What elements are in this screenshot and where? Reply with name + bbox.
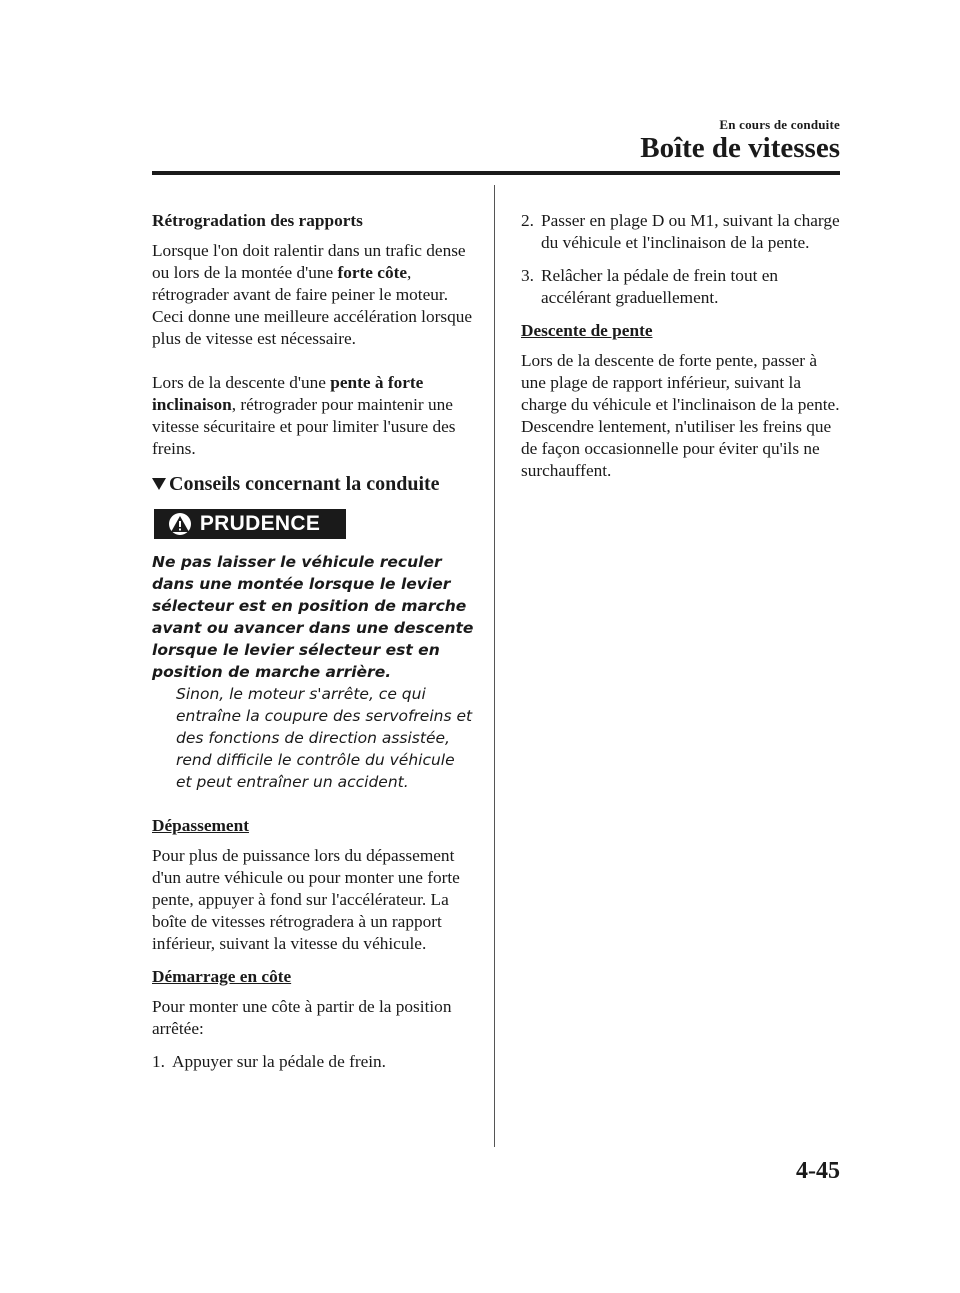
section-heading — [152, 473, 474, 495]
text-run: Lors de la descente d'une — [152, 373, 331, 392]
paragraph-descente-forte — [152, 372, 474, 460]
steps-list — [152, 1051, 474, 1073]
right-column — [521, 210, 843, 493]
section-heading-text: Conseils concernant la conduite — [169, 473, 440, 495]
list-item — [152, 1051, 474, 1073]
caution-banner — [154, 509, 346, 539]
chapter-title: En cours de conduite — [719, 117, 840, 132]
page-title: Boîte de vitesses — [640, 132, 840, 164]
header-rule — [152, 171, 840, 175]
steps-list-continued — [521, 210, 843, 309]
triangle-down-icon — [152, 478, 166, 490]
caution-bold-text: Ne pas laisser le véhicule reculer dans une montée lorsque le levier sélecteur est en position de marche avant ou avancer dans une descente lorsque le levier sélecteur est en position de marche arrière. — [152, 553, 474, 681]
step-text: Passer en plage D ou M1, suivant la charge du véhicule et l'inclinaison de la pente. — [541, 211, 840, 252]
caution-label: PRUDENCE — [199, 512, 321, 535]
step-number: 1. — [152, 1052, 165, 1071]
column-divider — [494, 185, 495, 1147]
text-run: Lorsque l'on doit ralentir dans un trafic dense ou lors de la montée d'une — [152, 241, 466, 282]
paragraph-descente: Lors de la descente de forte pente, passer à une plage de rapport inférieur, suivant la charge du véhicule et l'inclinaison de la pente. Descendre lentement, n'utiliser les freins que de façon occasionnelle pour éviter qu'ils ne surchauffent. — [521, 351, 840, 480]
caution-body-text: Sinon, le moteur s'arrête, ce qui entraîne la coupure des servofreins et des fonctions de direction assistée, rend difficile le contrôle du véhicule et peut entraîner un accident. — [176, 685, 473, 791]
left-column — [152, 210, 474, 1084]
list-item — [521, 265, 843, 309]
heading-depassement: Dépassement — [152, 816, 249, 835]
heading-descente: Descente de pente — [521, 321, 653, 340]
paragraph-depassement: Pour plus de puissance lors du dépassement d'un autre véhicule ou pour monter une forte pente, appuyer à fond sur l'accélérateur. La boîte de vitesses rétrogradera à un rapport inférieur, suivant la vitesse du véhicule. — [152, 846, 460, 953]
list-item — [521, 210, 843, 254]
step-number: 3. — [521, 266, 534, 285]
heading-demarrage: Démarrage en côte — [152, 967, 292, 986]
step-number: 2. — [521, 211, 534, 230]
bold-term-forte-cote: forte côte — [337, 263, 408, 282]
page-number: 4-45 — [796, 1158, 840, 1184]
paragraph-demarrage: Pour monter une côte à partir de la position arrêtée: — [152, 997, 452, 1038]
step-text: Relâcher la pédale de frein tout en accélérant graduellement. — [541, 266, 779, 307]
paragraph-retrogradation — [152, 240, 474, 350]
warning-icon — [168, 512, 192, 536]
subheading-retrogradation: Rétrogradation des rapports — [152, 211, 363, 230]
bold-term-pente: pente à forte inclinaison — [152, 373, 424, 414]
step-text: Appuyer sur la pédale de frein. — [172, 1052, 387, 1071]
text-run: , rétrograder pour maintenir une vitesse sécuritaire et pour limiter l'usure des freins. — [152, 395, 456, 458]
text-run: , rétrograder avant de faire peiner le moteur. Ceci donne une meilleure accélération lorsque plus de vitesse est nécessaire. — [152, 263, 473, 348]
